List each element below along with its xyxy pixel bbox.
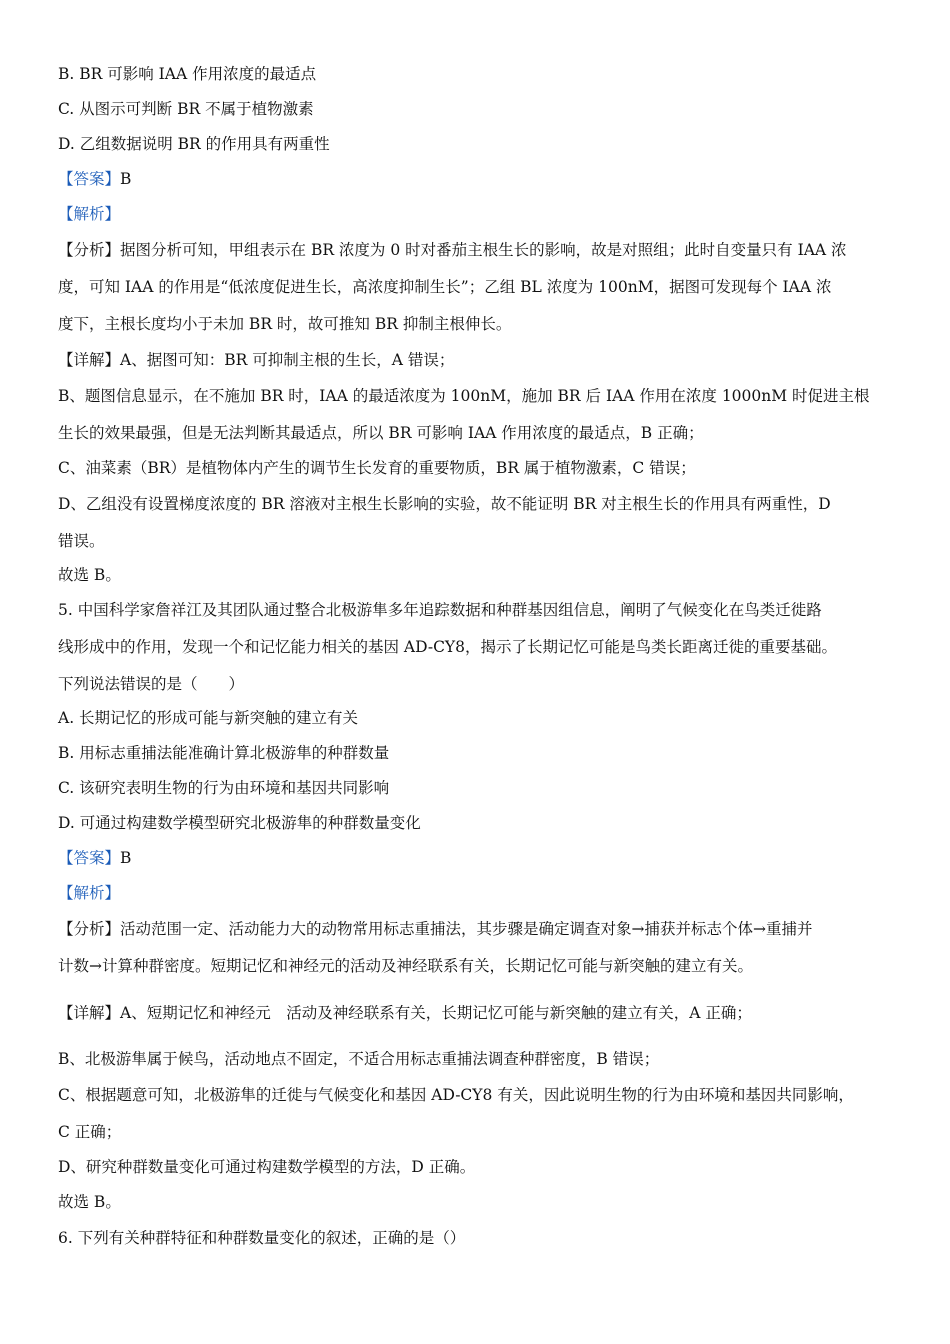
q4-option-d: D. 乙组数据说明 BR 的作用具有两重性 [58, 135, 330, 153]
fenxi-tag: 【分析】 [58, 241, 121, 259]
q5-option-c: C. 该研究表明生物的行为由环境和基因共同影响 [58, 779, 390, 797]
q4-fenxi-line-3: 度下，主根长度均小于未加 BR 时，故可推知 BR 抑制主根伸长。 [58, 315, 512, 333]
q5-xiangjie-c-line-2: C 正确； [58, 1123, 122, 1141]
xiangjie-tag: 【详解】 [58, 351, 121, 369]
q5-conclusion: 故选 B。 [58, 1193, 121, 1211]
q4-fenxi-line-1: 【分析】据图分析可知，甲组表示在 BR 浓度为 0 时对番茄主根生长的影响，故是对照组；此时自变量只有 IAA 浓 [58, 241, 847, 259]
q4-xiangjie-a: 【详解】A、据图可知：BR 可抑制主根的生长，A 错误； [58, 351, 455, 369]
q4-xiangjie-c: C、油菜素（BR）是植物体内产生的调节生长发育的重要物质，BR 属于植物激素，C 错误； [58, 459, 696, 477]
q5-xiangjie-c-line-1: C、根据题意可知，北极游隼的迁徙与气候变化和基因 AD-CY8 有关，因此说明生物的行为由环境和基因共同影响， [58, 1086, 854, 1104]
fenxi-tag: 【分析】 [58, 920, 121, 938]
q5-option-d: D. 可通过构建数学模型研究北极游隼的种群数量变化 [58, 814, 421, 832]
xiangjie-tag: 【详解】 [58, 1004, 121, 1022]
q5-stem-line-1: 5. 中国科学家詹祥江及其团队通过整合北极游隼多年追踪数据和种群基因组信息，阐明了气候变化在鸟类迁徙路 [58, 601, 822, 619]
q5-stem-line-2: 线形成中的作用，发现一个和记忆能力相关的基因 AD-CY8，揭示了长期记忆可能是鸟类长距离迁徙的重要基础。 [58, 638, 838, 656]
q6-stem: 6. 下列有关种群特征和种群数量变化的叙述，正确的是（） [58, 1229, 466, 1247]
q5-option-b: B. 用标志重捕法能准确计算北极游隼的种群数量 [58, 744, 390, 762]
q4-fenxi-line-2: 度，可知 IAA 的作用是“低浓度促进生长，高浓度抑制生长”；乙组 BL 浓度为 100nM，据图可发现每个 IAA 浓 [58, 278, 832, 296]
answer-tag: 【答案】 [58, 170, 121, 188]
q5-analysis-tag: 【解析】 [58, 884, 121, 902]
q5-xiangjie-d: D、研究种群数量变化可通过构建数学模型的方法，D 正确。 [58, 1158, 476, 1176]
q4-answer [58, 169, 902, 189]
q5-xiangjie-b: B、北极游隼属于候鸟，活动地点不固定，不适合用标志重捕法调查种群密度，B 错误； [58, 1050, 660, 1068]
q4-option-c: C. 从图示可判断 BR 不属于植物激素 [58, 100, 314, 118]
q4-xiangjie-d-line-1: D、乙组没有设置梯度浓度的 BR 溶液对主根生长影响的实验，故不能证明 BR 对主根生长的作用具有两重性，D [58, 495, 831, 513]
answer-value: B [120, 849, 132, 867]
q5-answer [58, 848, 902, 868]
q5-xiangjie-a: 【详解】A、短期记忆和神经元 活动及神经联系有关，长期记忆可能与新突触的建立有关，A 正确； [58, 1004, 752, 1022]
q5-stem-line-3: 下列说法错误的是（ ） [58, 675, 245, 693]
q4-xiangjie-b-line-1: B、题图信息显示，在不施加 BR 时，IAA 的最适浓度为 100nM，施加 BR 后 IAA 作用在浓度 1000nM 时促进主根 [58, 387, 870, 405]
q5-fenxi-line-1: 【分析】活动范围一定、活动能力大的动物常用标志重捕法，其步骤是确定调查对象→捕获并标志个体→重捕并 [58, 920, 813, 938]
q4-analysis-tag: 【解析】 [58, 205, 121, 223]
q4-option-b: B. BR 可影响 IAA 作用浓度的最适点 [58, 65, 317, 83]
answer-value: B [120, 170, 132, 188]
q5-fenxi-line-2: 计数→计算种群密度。短期记忆和神经元的活动及神经联系有关，长期记忆可能与新突触的建立有关。 [58, 957, 753, 975]
answer-tag: 【答案】 [58, 849, 121, 867]
q4-xiangjie-b-line-2: 生长的效果最强，但是无法判断其最适点，所以 BR 可影响 IAA 作用浓度的最适点，B 正确； [58, 424, 704, 442]
q4-conclusion: 故选 B。 [58, 566, 121, 584]
q4-xiangjie-d-line-2: 错误。 [58, 532, 105, 550]
q5-option-a: A. 长期记忆的形成可能与新突触的建立有关 [58, 709, 359, 727]
